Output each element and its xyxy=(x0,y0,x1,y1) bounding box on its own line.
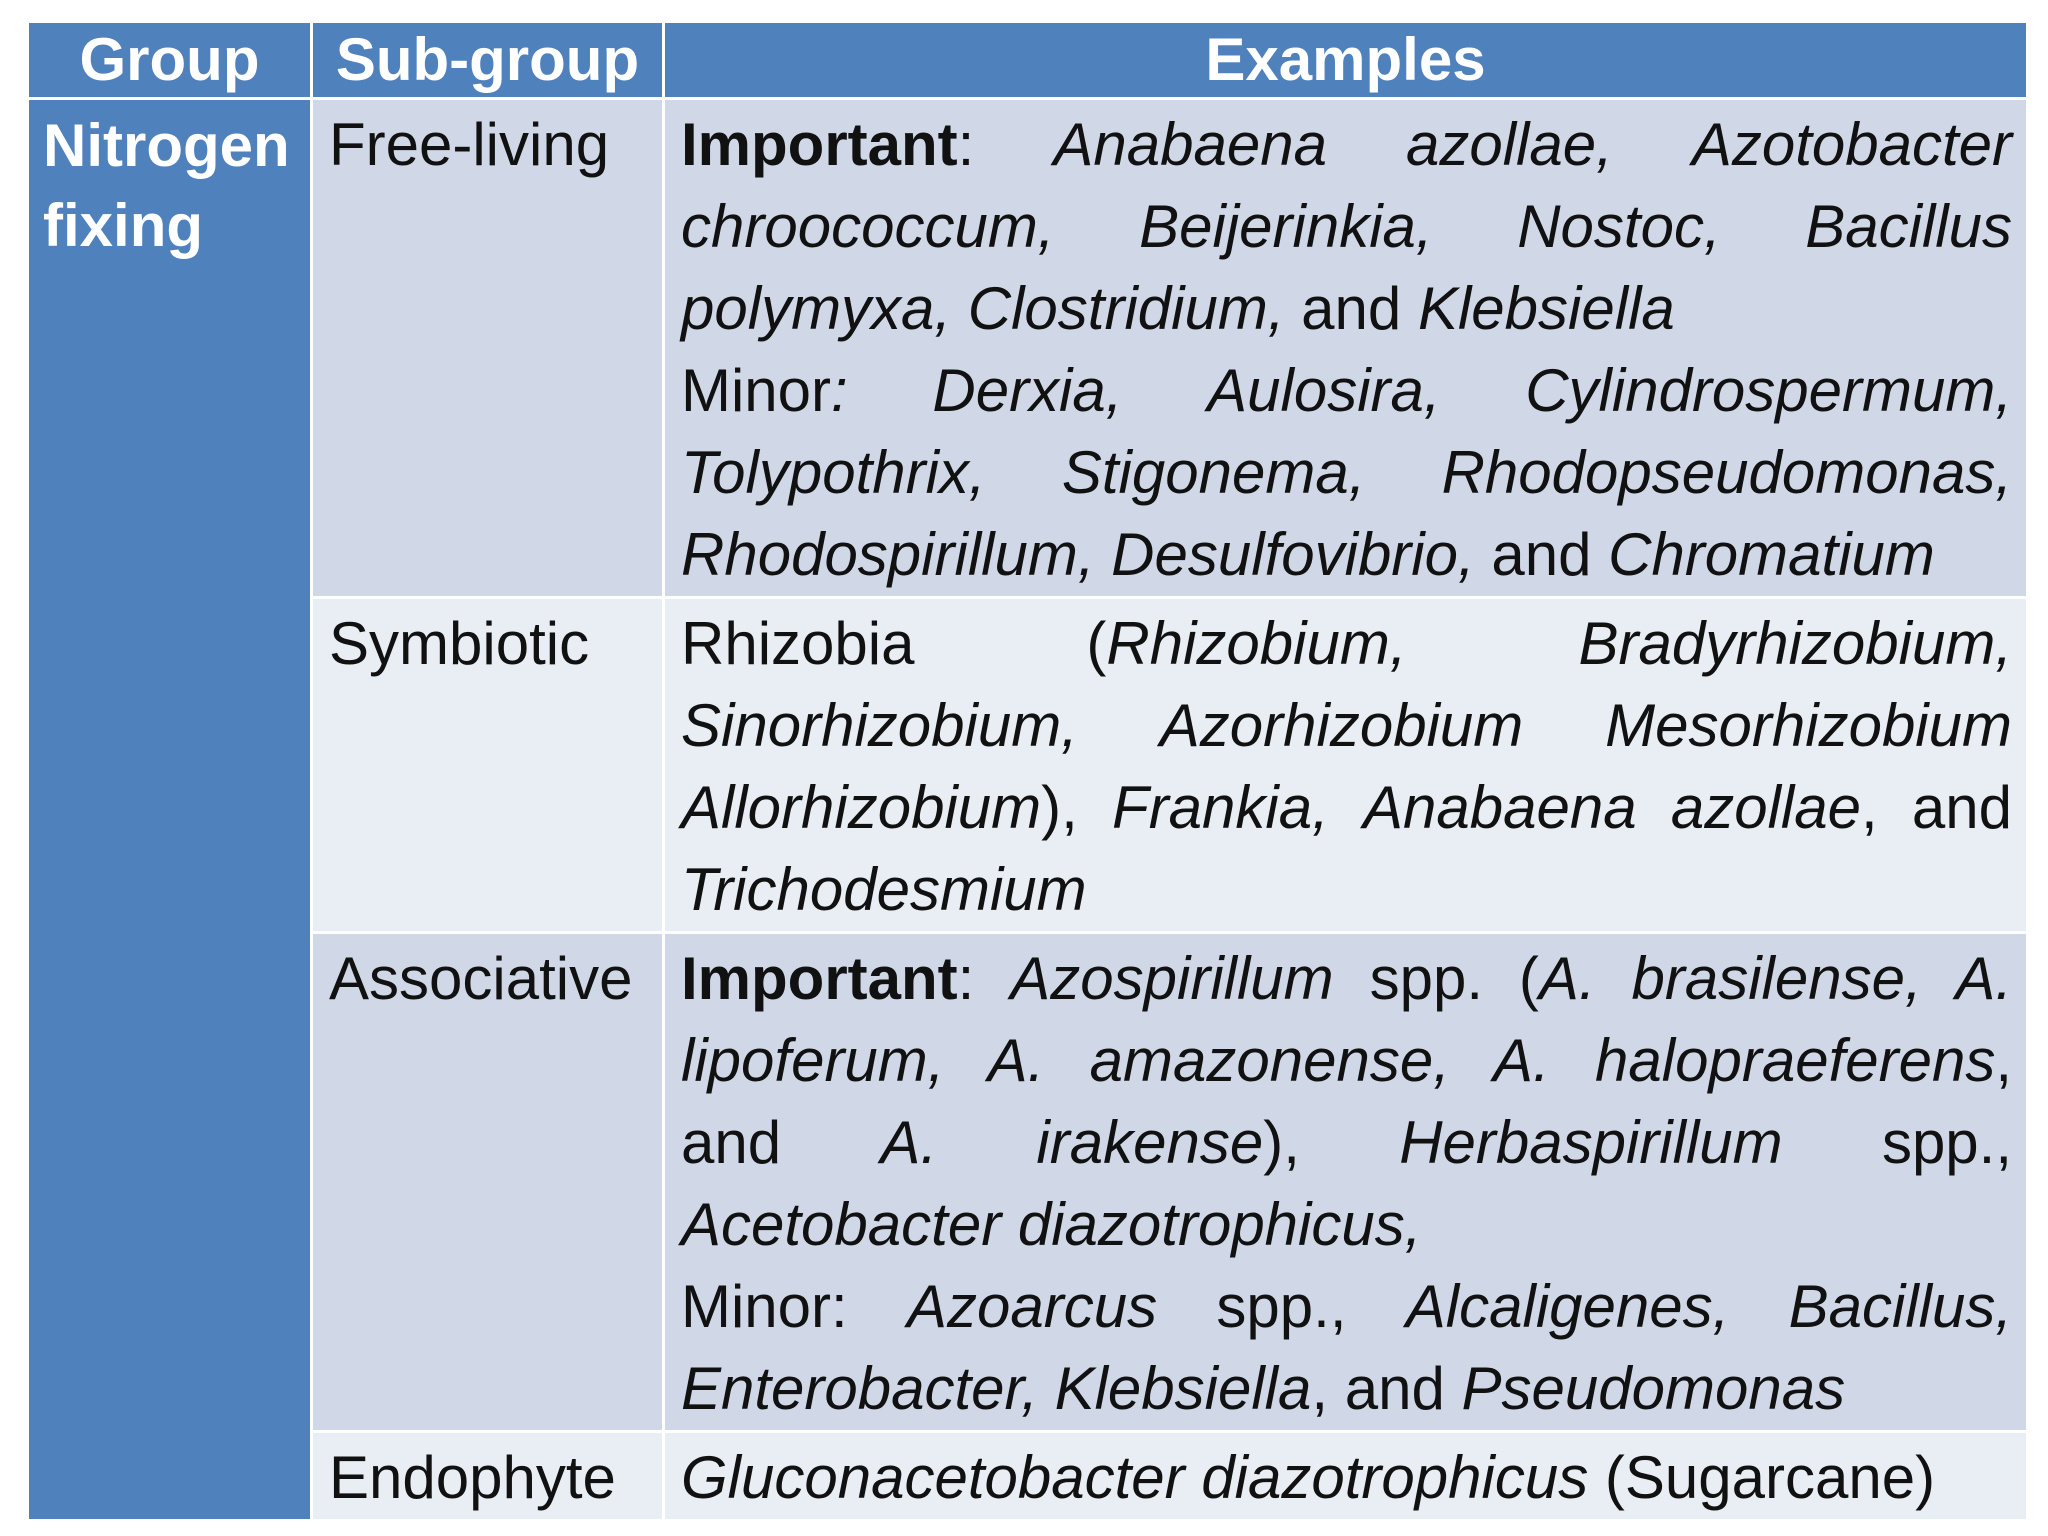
examples-free-living xyxy=(664,99,2028,598)
organism: Beijerinkia, xyxy=(1139,193,1433,260)
subgroup-endophyte: Endophyte xyxy=(312,1432,664,1521)
organism: Klebsiella xyxy=(1417,275,1675,342)
conjunction: , and xyxy=(1861,774,2013,841)
organism: Bradyrhizobium, xyxy=(1578,610,2012,677)
organism: Azotobacter chroococcum, xyxy=(681,111,2013,260)
spp-label: spp., xyxy=(1216,1273,1347,1340)
colon: : xyxy=(957,945,975,1012)
organism: Azorhizobium xyxy=(1159,692,1524,759)
spp-label: spp. ( xyxy=(1369,945,1539,1012)
conjunction: , and xyxy=(1311,1355,1445,1422)
header-subgroup: Sub-group xyxy=(312,22,664,99)
examples-symbiotic xyxy=(664,598,2028,933)
organism: Derxia, xyxy=(932,357,1123,424)
group-name: Rhizobia ( xyxy=(681,610,1107,677)
group-cell-nitrogen-fixing xyxy=(28,99,312,1521)
minor-paragraph xyxy=(681,1266,2012,1430)
organism: Clostridium, xyxy=(967,275,1285,342)
important-paragraph xyxy=(681,104,2012,350)
subgroup-symbiotic: Symbiotic xyxy=(312,598,664,933)
organism: Stigonema, xyxy=(1061,439,1366,506)
colon: : xyxy=(831,357,848,424)
conjunction: , and xyxy=(681,1027,2012,1176)
conjunction: and xyxy=(1491,521,1592,588)
table-row-free-living xyxy=(28,99,2028,598)
organism: Pseudomonas xyxy=(1461,1355,1846,1422)
examples-associative xyxy=(664,933,2028,1432)
organism: Nostoc, xyxy=(1517,193,1721,260)
subgroup-associative: Associative xyxy=(312,933,664,1432)
punctuation: ), xyxy=(1041,774,1078,841)
organism: Bacillus polymyxa, xyxy=(681,193,2012,342)
organism: Trichodesmium xyxy=(681,856,1087,923)
examples-endophyte xyxy=(664,1432,2028,1521)
group-label-line1: Nitrogen xyxy=(43,112,290,179)
organism: Aulosira, xyxy=(1207,357,1441,424)
organism: A. irakense xyxy=(880,1109,1264,1176)
header-group: Group xyxy=(28,22,312,99)
organism: Azospirillum xyxy=(1010,945,1334,1012)
subgroup-free-living: Free-living xyxy=(312,99,664,598)
table-row-associative xyxy=(28,933,2028,1432)
organism: Gluconacetobacter diazotrophicus xyxy=(681,1444,1589,1511)
minor-label: Minor: xyxy=(681,1273,848,1340)
spp-label: spp., xyxy=(1881,1109,2013,1176)
header-examples: Examples xyxy=(664,22,2028,99)
organism: Sinorhizobium, xyxy=(681,692,1078,759)
organism: Desulfovibrio, xyxy=(1111,521,1475,588)
nitrogen-fixing-table xyxy=(26,20,2029,1522)
organism: Rhodopseudomonas, xyxy=(1441,439,2013,506)
symbiotic-paragraph xyxy=(681,603,2012,931)
organism: Tolypothrix, xyxy=(681,439,986,506)
organism: Herbaspirillum xyxy=(1399,1109,1783,1176)
minor-paragraph xyxy=(681,350,2012,596)
important-label: Important xyxy=(681,945,958,1012)
organism: Anabaena azollae, xyxy=(1053,111,1613,178)
organism: Acetobacter diazotrophicus, xyxy=(681,1191,1422,1258)
table-row-endophyte xyxy=(28,1432,2028,1521)
minor-label: Minor xyxy=(681,357,832,424)
important-label: Important xyxy=(681,111,958,178)
important-paragraph xyxy=(681,938,2012,1266)
organism: Chromatium xyxy=(1608,521,1935,588)
group-label-line2: fixing xyxy=(43,192,203,259)
table-row-symbiotic xyxy=(28,598,2028,933)
organism: Mesorhizobium xyxy=(1605,692,2012,759)
organism: A. brasilense, A. lipoferum, A. amazonense, A. halopraeferens xyxy=(681,945,2013,1094)
conjunction: and xyxy=(1301,275,1402,342)
organism: Cylindrospermum, xyxy=(1525,357,2013,424)
organism: Frankia, xyxy=(1112,774,1329,841)
punctuation: ), xyxy=(1263,1109,1300,1176)
organism: Allorhizobium xyxy=(681,774,1042,841)
header-row xyxy=(28,22,2028,99)
host-plant: (Sugarcane) xyxy=(1604,1444,1936,1511)
organism: Alcaligenes, Bacillus, Enterobacter, Klebsiella xyxy=(681,1273,2013,1422)
organism: Anabaena azollae xyxy=(1363,774,1861,841)
organism: Rhodospirillum, xyxy=(681,521,1095,588)
organism: Rhizobium, xyxy=(1106,610,1407,677)
colon: : xyxy=(957,111,975,178)
organism: Azoarcus xyxy=(907,1273,1158,1340)
